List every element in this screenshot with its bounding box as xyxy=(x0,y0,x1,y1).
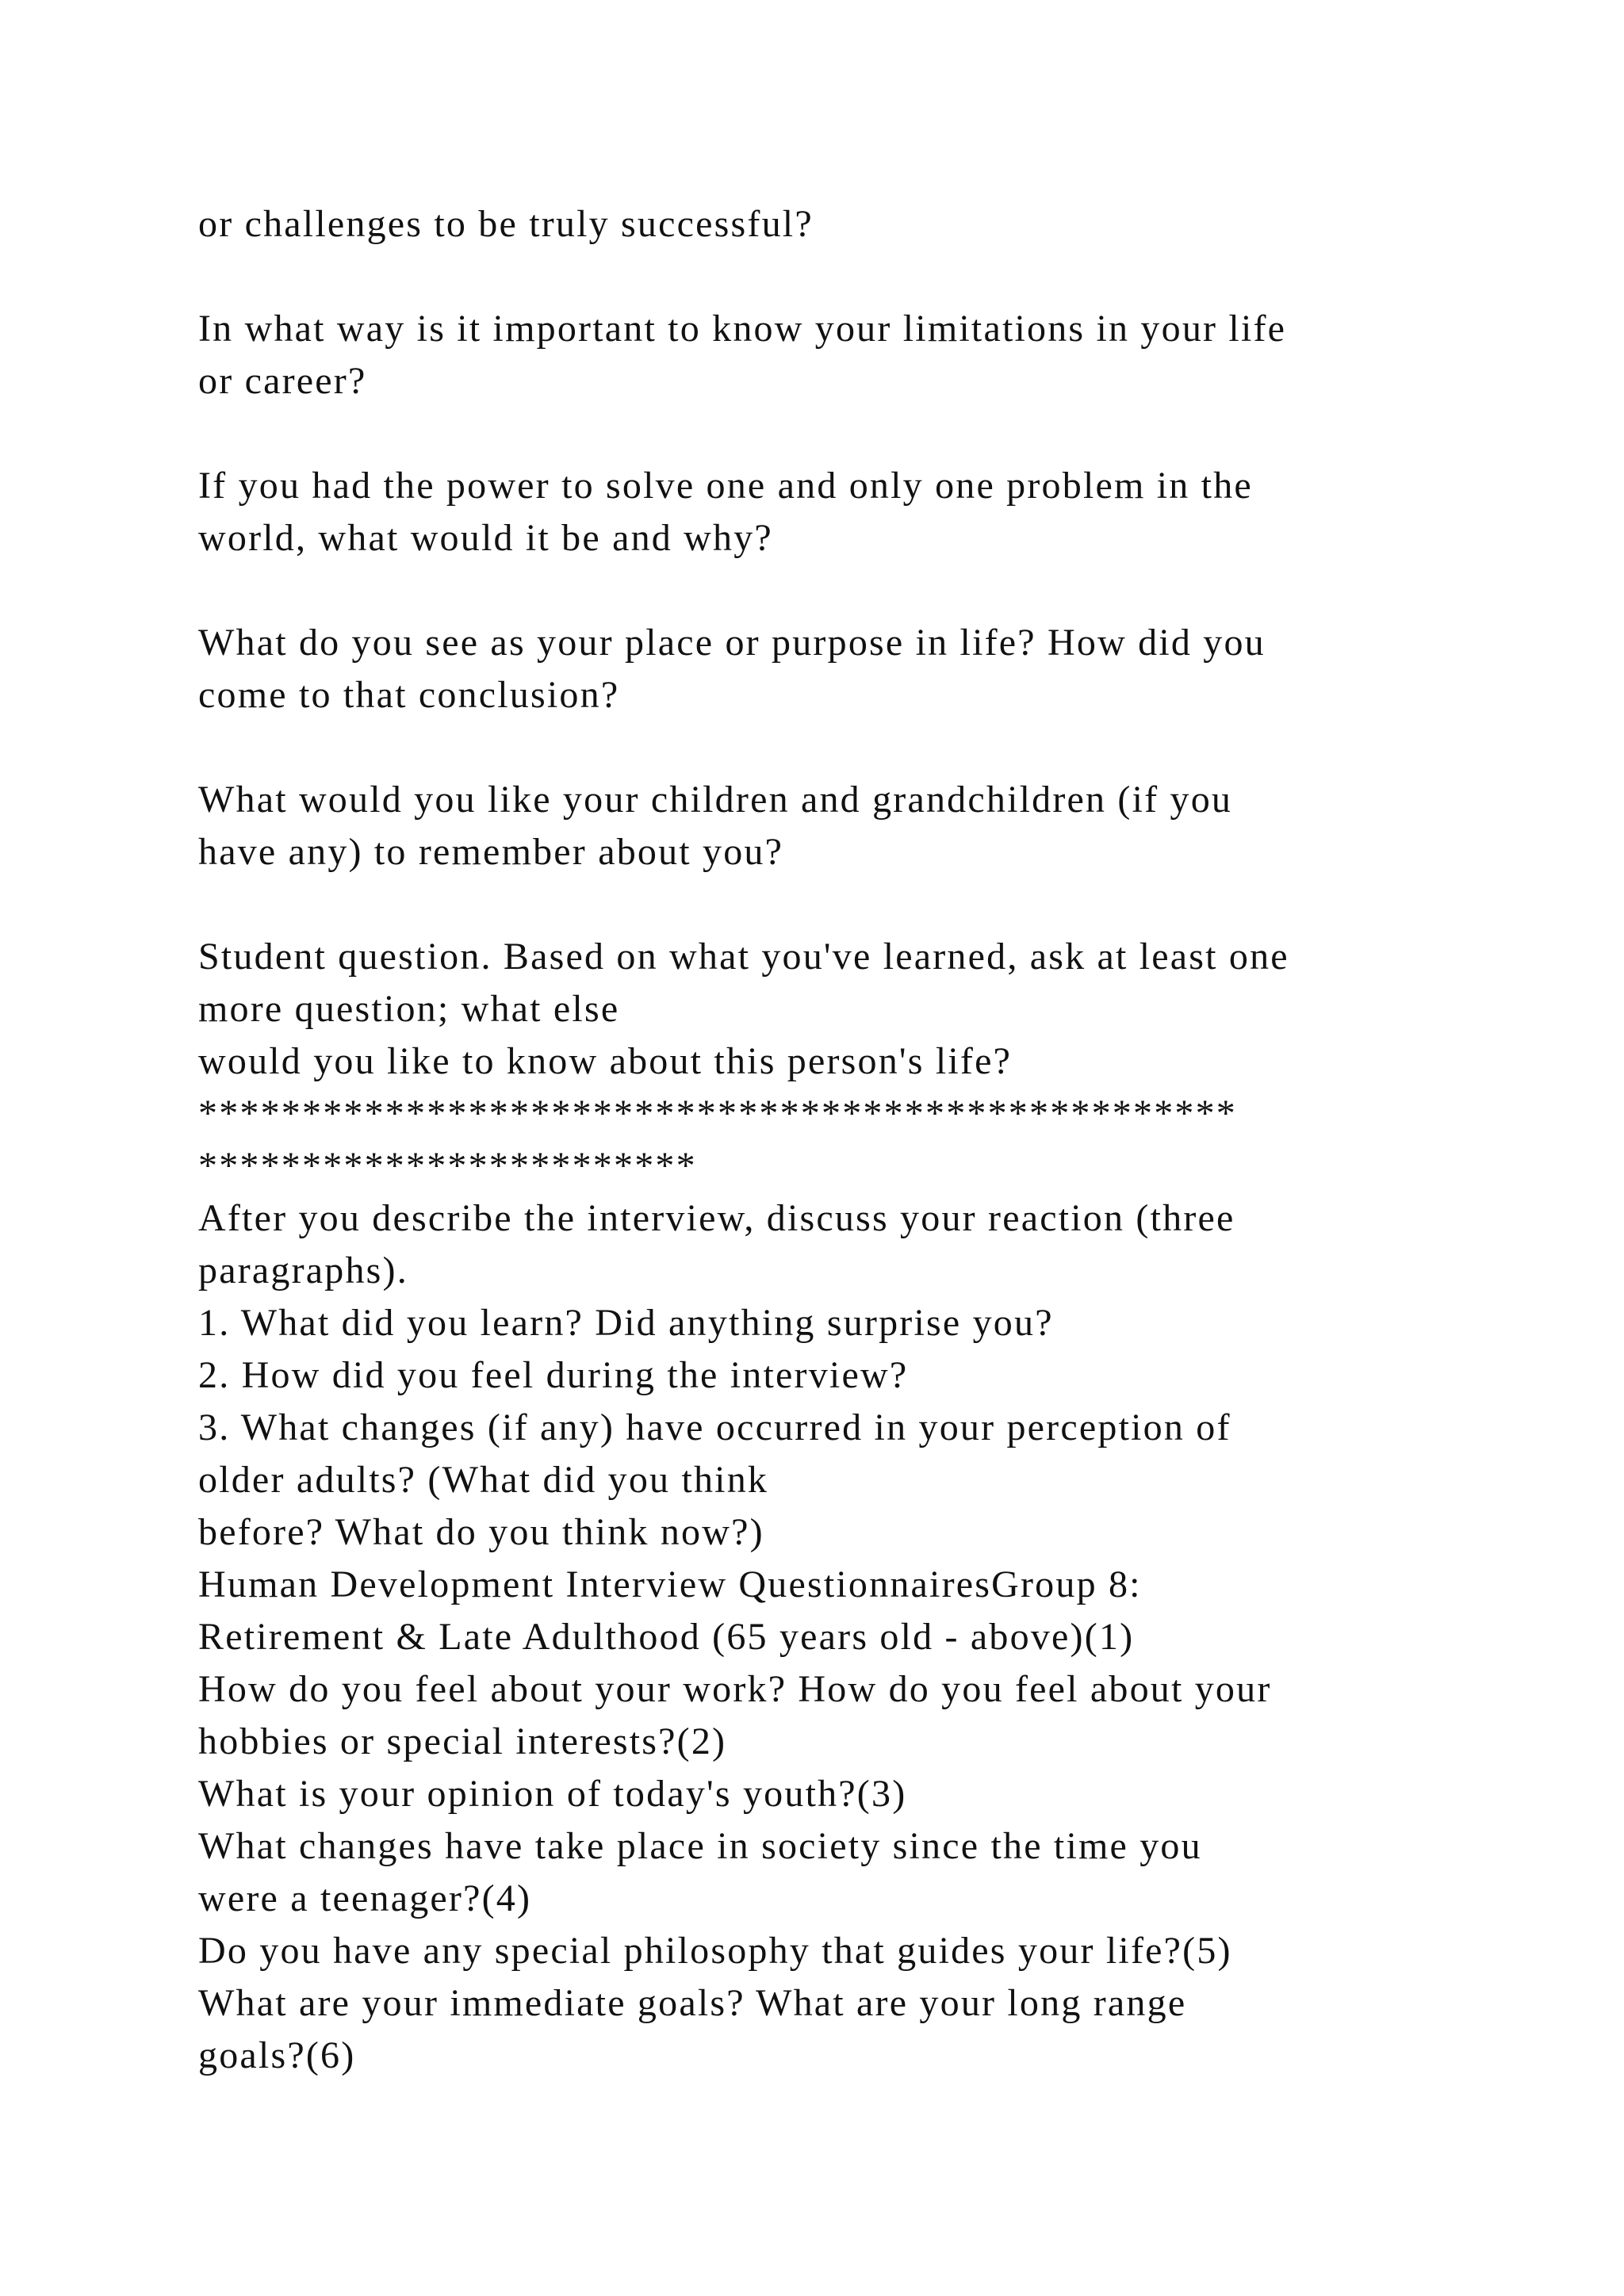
separator-line: ************************ xyxy=(198,1145,697,1187)
text-line: 2. How did you feel during the interview? xyxy=(198,1354,909,1396)
text-line: Human Development Interview QuestionnairesGroup 8: xyxy=(198,1563,1142,1605)
text-line: come to that conclusion? xyxy=(198,674,620,716)
text-line: What are your immediate goals? What are your long range xyxy=(198,1982,1187,2024)
text-line: If you had the power to solve one and only one problem in the xyxy=(198,465,1253,507)
text-line: Student question. Based on what you've learned, ask at least one xyxy=(198,936,1289,978)
text-line: world, what would it be and why? xyxy=(198,517,773,559)
text-line: What would you like your children and grandchildren (if you xyxy=(198,779,1233,821)
text-line: were a teenager?(4) xyxy=(198,1877,532,1919)
text-line: What do you see as your place or purpose in life? How did you xyxy=(198,622,1266,664)
separator-line: ************************************************** xyxy=(198,1093,1237,1135)
paragraph-gap xyxy=(198,721,1546,774)
text-line: Do you have any special philosophy that guides your life?(5) xyxy=(198,1930,1232,1972)
text-line: before? What do you think now?) xyxy=(198,1511,764,1553)
paragraph-gap xyxy=(198,251,1546,303)
text-line: 3. What changes (if any) have occurred in your perception of xyxy=(198,1406,1231,1448)
text-line: have any) to remember about you? xyxy=(198,831,784,873)
text-line: older adults? (What did you think xyxy=(198,1459,769,1501)
paragraph-gap xyxy=(198,408,1546,460)
text-line: How do you feel about your work? How do you feel about your xyxy=(198,1668,1272,1710)
text-line: paragraphs). xyxy=(198,1249,408,1292)
text-line: hobbies or special interests?(2) xyxy=(198,1720,727,1762)
paragraph-gap xyxy=(198,564,1546,617)
text-line: In what way is it important to know your limitations in your life xyxy=(198,308,1287,350)
document-body xyxy=(198,198,1546,2082)
text-line: What changes have take place in society since the time you xyxy=(198,1825,1202,1867)
text-line: Retirement & Late Adulthood (65 years old - above)(1) xyxy=(198,1616,1135,1658)
text-line: or career? xyxy=(198,360,367,402)
paragraph-gap xyxy=(198,878,1546,931)
text-line: What is your opinion of today's youth?(3) xyxy=(198,1773,907,1815)
text-line: After you describe the interview, discuss your reaction (three xyxy=(198,1197,1235,1239)
text-line: 1. What did you learn? Did anything surprise you? xyxy=(198,1302,1054,1344)
text-line: or challenges to be truly successful? xyxy=(198,203,814,245)
text-line: goals?(6) xyxy=(198,2034,356,2076)
text-line: more question; what else xyxy=(198,988,620,1030)
text-line: would you like to know about this person's life? xyxy=(198,1040,1013,1082)
